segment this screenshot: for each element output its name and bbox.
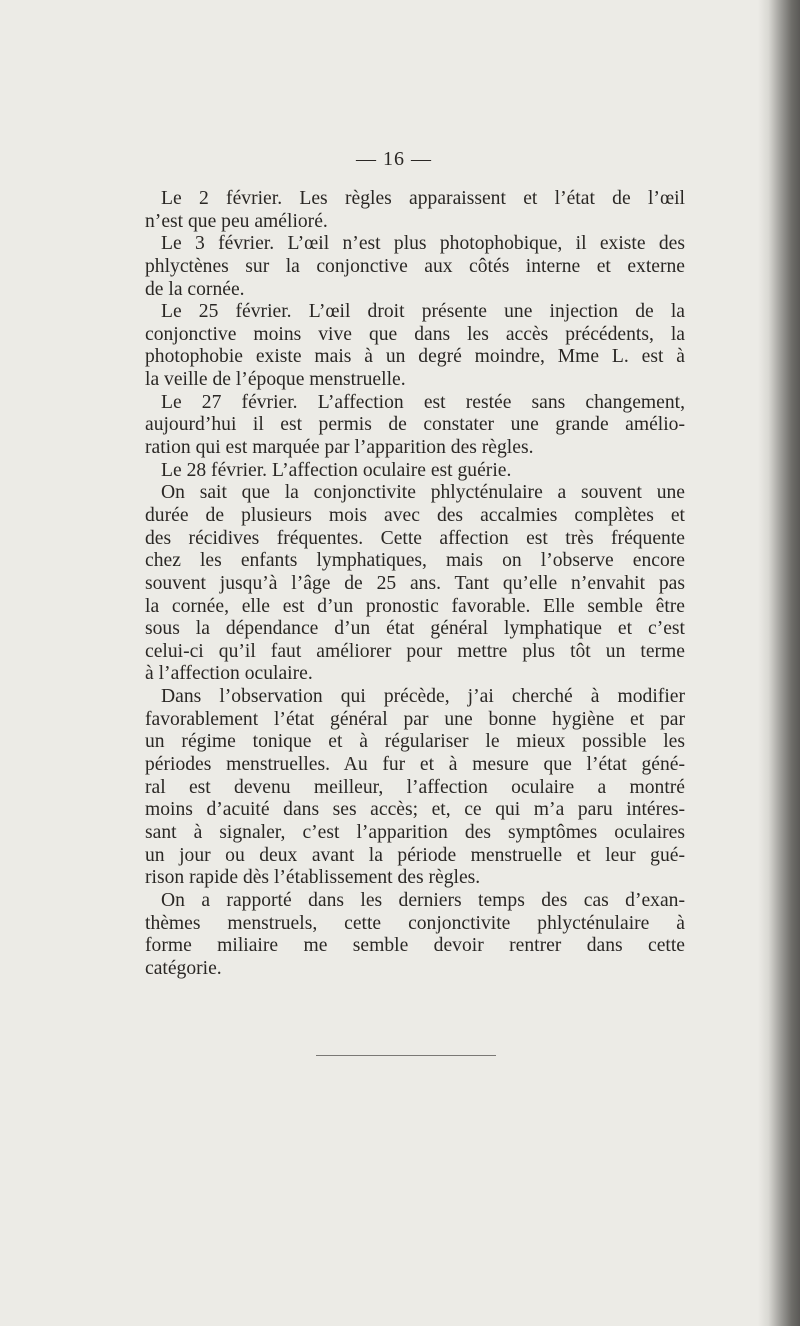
end-rule: [316, 1055, 496, 1056]
text-line: un régime tonique et à régulariser le mieux possible les: [145, 731, 685, 753]
body-text: [145, 188, 685, 980]
text-line: souvent jusqu’à l’âge de 25 ans. Tant qu’elle n’envahit pas: [145, 572, 685, 594]
text-line: favorablement l’état général par une bonne hygiène et par: [145, 708, 685, 730]
page-number: [0, 148, 800, 171]
text-line: Dans l’observation qui précède, j’ai cherché à modifier: [161, 686, 685, 708]
text-line: sant à signaler, c’est l’apparition des symptômes oculaires: [145, 821, 685, 843]
text-line: sous la dépendance d’un état général lymphatique et c’est: [145, 618, 685, 640]
text-line: Le 2 février. Les règles apparaissent et l’état de l’œil: [161, 188, 685, 209]
text-line: forme miliaire me semble devoir rentrer dans cette: [145, 935, 685, 957]
text-line: Le 28 février. L’affection oculaire est guérie.: [161, 459, 512, 481]
text-line: Le 27 février. L’affection est restée sans changement,: [161, 391, 685, 413]
text-line: thèmes menstruels, cette conjonctivite phlycténulaire à: [145, 912, 685, 934]
page-binding-edge: [758, 0, 800, 1326]
text-line: conjonctive moins vive que dans les accès précédents, la: [145, 323, 685, 345]
text-line: n’est que peu amélioré.: [145, 210, 328, 232]
text-line: aujourd’hui il est permis de constater une grande amélio-: [145, 414, 685, 436]
text-line: un jour ou deux avant la période menstruelle et leur gué-: [145, 844, 685, 866]
text-line: ration qui est marquée par l’apparition des règles.: [145, 437, 534, 459]
text-line: moins d’acuité dans ses accès; et, ce qui m’a paru intéres-: [145, 799, 685, 821]
text-line: de la cornée.: [145, 278, 245, 300]
text-line: durée de plusieurs mois avec des accalmies complètes et: [145, 504, 685, 526]
text-line: catégorie.: [145, 957, 222, 979]
text-line: la veille de l’époque menstruelle.: [145, 369, 406, 391]
text-line: Le 3 février. L’œil n’est plus photophobique, il existe des: [161, 233, 685, 255]
text-line: On a rapporté dans les derniers temps des cas d’exan-: [161, 889, 685, 911]
text-line: à l’affection oculaire.: [145, 663, 313, 685]
text-line: la cornée, elle est d’un pronostic favorable. Elle semble être: [145, 595, 685, 617]
text-line: rison rapide dès l’établissement des règles.: [145, 867, 481, 889]
text-line: périodes menstruelles. Au fur et à mesure que l’état géné-: [145, 754, 685, 776]
text-line: On sait que la conjonctivite phlycténulaire a souvent une: [161, 482, 685, 504]
text-line: Le 25 février. L’œil droit présente une injection de la: [161, 301, 685, 323]
text-line: chez les enfants lymphatiques, mais on l’observe encore: [145, 550, 685, 572]
text-line: photophobie existe mais à un degré moindre, Mme L. est à: [145, 346, 685, 368]
text-line: des récidives fréquentes. Cette affection est très fréquente: [145, 527, 685, 549]
text-line: phlyctènes sur la conjonctive aux côtés interne et externe: [145, 255, 685, 277]
page-number-text: — 16 —: [356, 148, 432, 170]
text-line: celui-ci qu’il faut améliorer pour mettre plus tôt un terme: [145, 640, 685, 662]
text-line: ral est devenu meilleur, l’affection oculaire a montré: [145, 776, 685, 798]
